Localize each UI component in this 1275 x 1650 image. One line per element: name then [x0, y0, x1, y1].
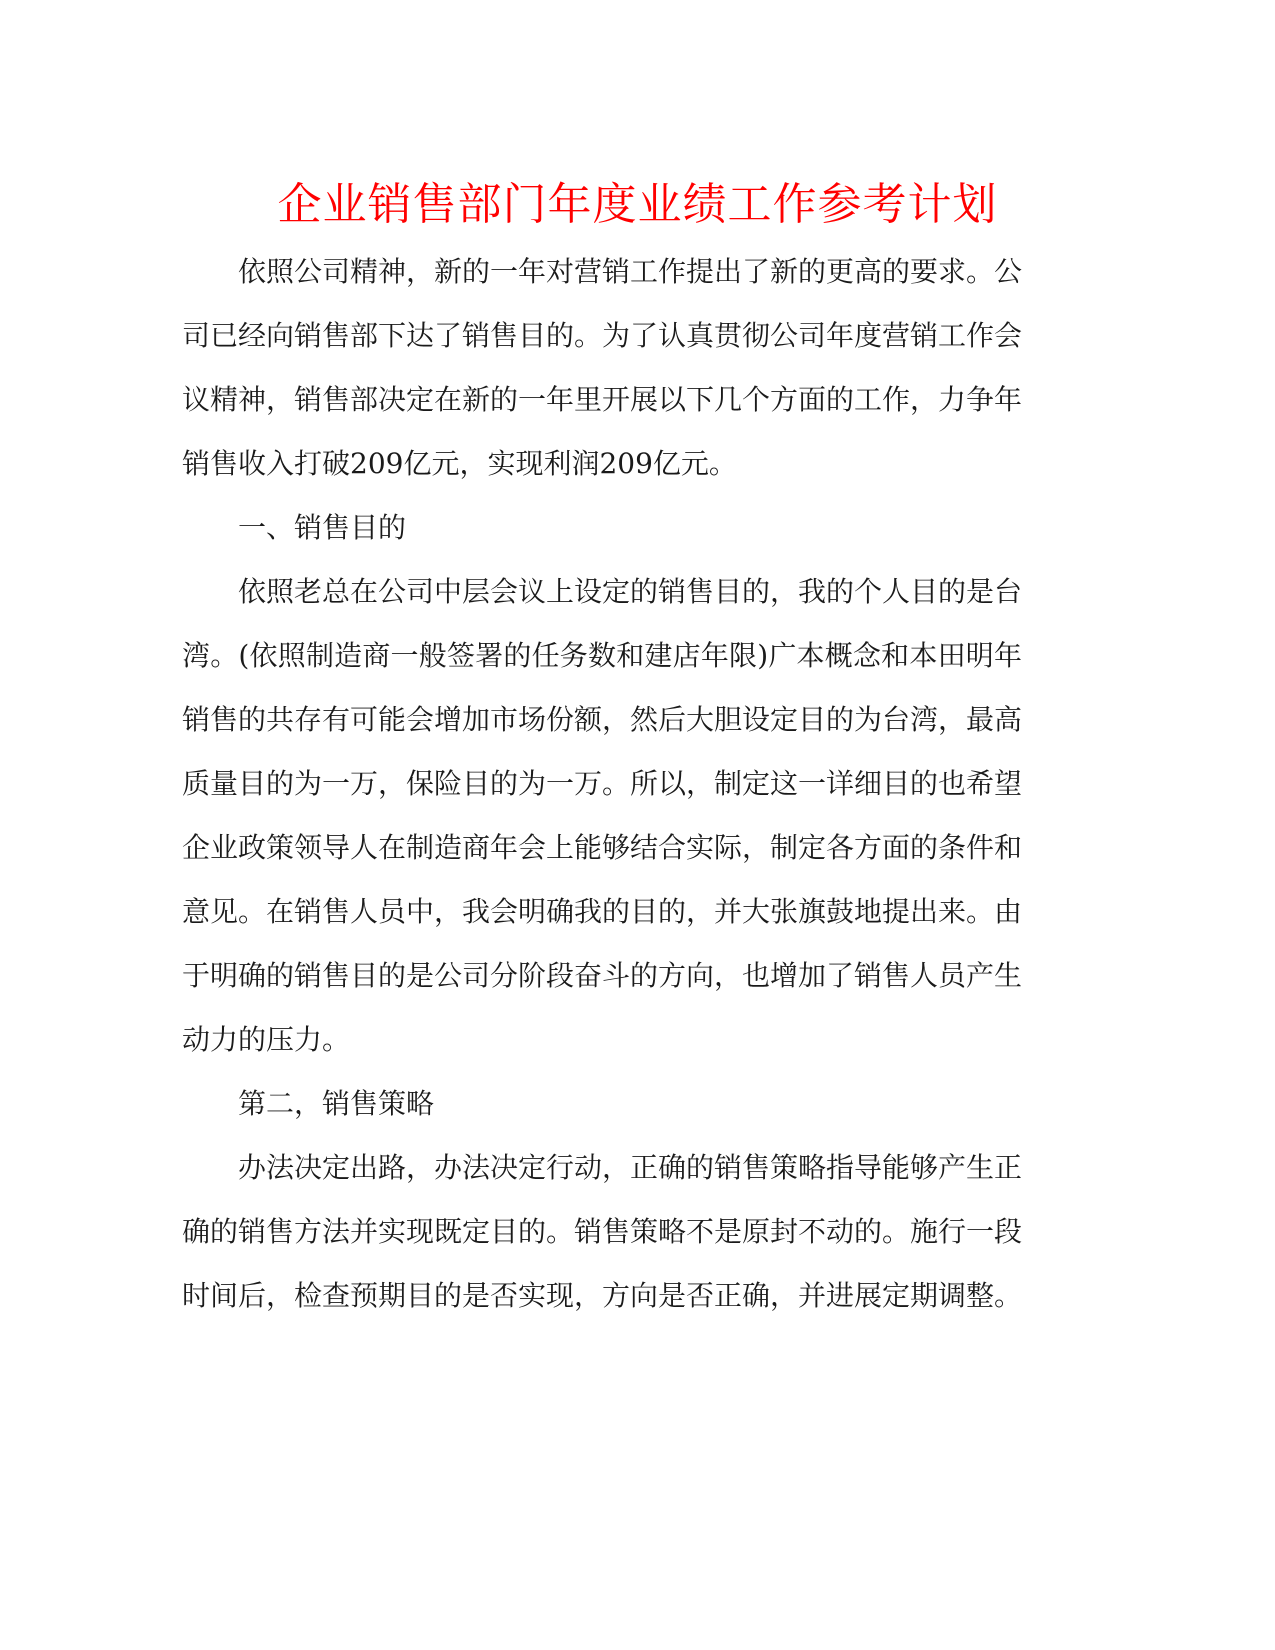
paragraph-intro: 依照公司精神，新的一年对营销工作提出了新的更高的要求。公司已经向销售部下达了销售目的。为了认真贯彻公司年度营销工作会议精神，销售部决定在新的一年里开展以下几个方面的工作，力争年销售收入打破209亿元，实现利润209亿元。 [182, 255, 1023, 480]
section-heading-sales-target: 一、销售目的 [238, 511, 407, 544]
document-title: 企业销售部门年度业绩工作参考计划 [277, 179, 998, 230]
section-heading-sales-strategy: 第二，销售策略 [238, 1087, 435, 1120]
paragraph-sales-target: 依照老总在公司中层会议上设定的销售目的，我的个人目的是台湾。(依照制造商一般签署的任务数和建店年限)广本概念和本田明年销售的共存有可能会增加市场份额，然后大胆设定目的为台湾，最高质量目的为一万，保险目的为一万。所以，制定这一详细目的也希望企业政策领导人在制造商年会上能够结合实际，制定各方面的条件和意见。在销售人员中，我会明确我的目的，并大张旗鼓地提出来。由于明确的销售目的是公司分阶段奋斗的方向，也增加了销售人员产生动力的压力。 [182, 575, 1023, 1056]
paragraph-sales-strategy: 办法决定出路，办法决定行动，正确的销售策略指导能够产生正确的销售方法并实现既定目的。销售策略不是原封不动的。施行一段时间后，检查预期目的是否实现，方向是否正确，并进展定期调整。 [182, 1151, 1023, 1312]
document-body [182, 240, 1022, 1328]
